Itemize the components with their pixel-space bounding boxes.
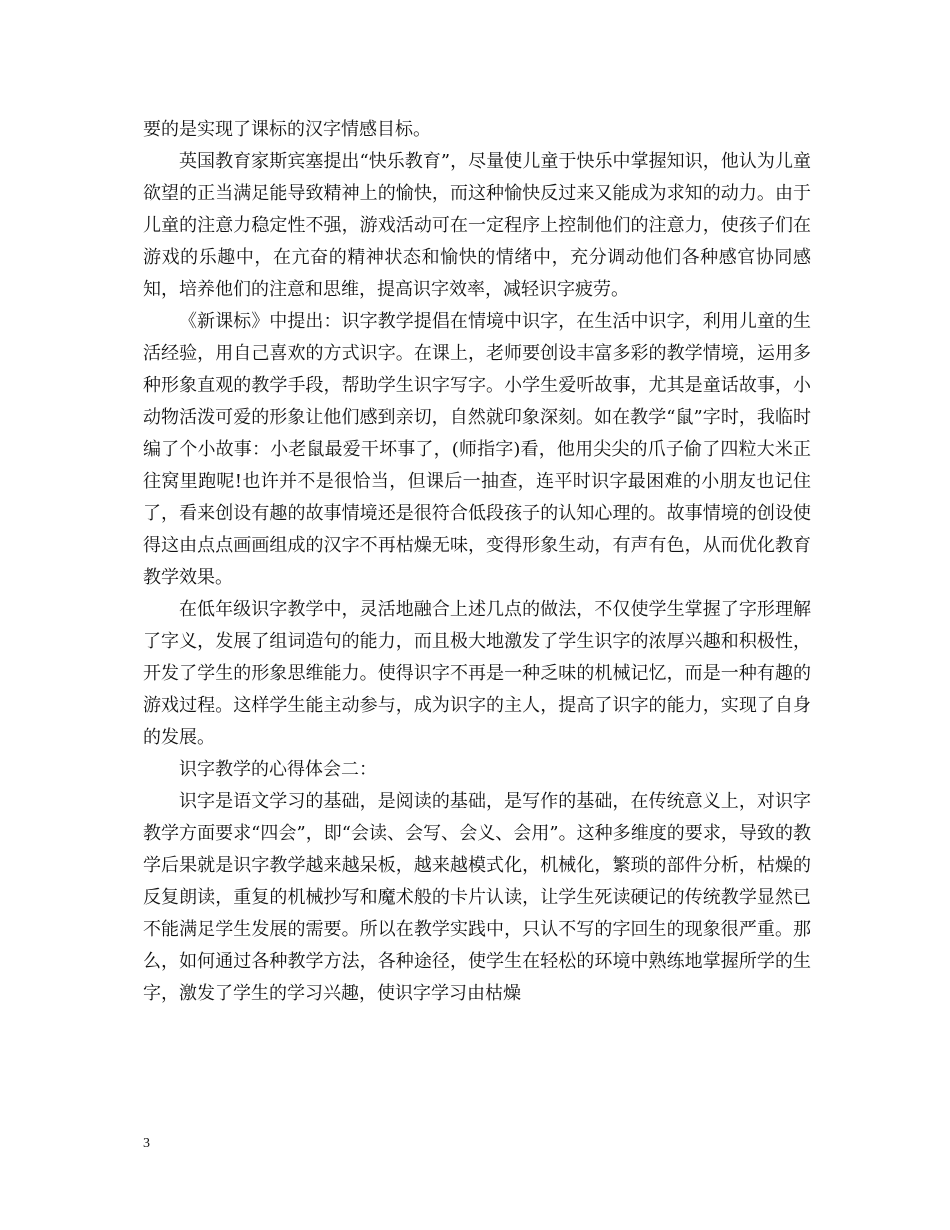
- paragraph-spencer-happy-education: 英国教育家斯宾塞提出“快乐教育”，尽量使儿童于快乐中掌握知识，他认为儿童欲望的正当满足能导致精神上的愉快，而这种愉快反过来又能成为求知的动力。由于儿童的注意力稳定性不强，游戏活动可在一定程序上控制他们的注意力，使孩子们在游戏的乐趣中，在亢奋的精神状态和愉快的情绪中，充分调动他们各种感官协同感知，培养他们的注意和思维，提高识字效率，减轻识字疲劳。: [143, 151, 811, 300]
- paragraph-literacy-foundation: 识字是语文学习的基础，是阅读的基础，是写作的基础，在传统意义上，对识字教学方面要求“四会”，即“会读、会写、会义、会用”。这种多维度的要求，导致的教学后果就是识字教学越来越呆板，越来越模式化，机械化，繁琐的部件分析，枯燥的反复朗读，重复的机械抄写和魔术般的卡片认读，让学生死读硬记的传统教学显然已不能满足学生发展的需要。所以在教学实践中，只认不写的字回生的现象很严重。那么，如何通过各种教学方法，各种途径，使学生在轻松的环境中熟练地掌握所学的生字，激发了学生的学习兴趣，使识字学习由枯燥: [143, 791, 811, 1004]
- page-number: 3: [143, 1136, 150, 1151]
- section-heading-experience-two: 识字教学的心得体会二：: [179, 759, 377, 780]
- document-body: [143, 114, 811, 1010]
- paragraph-continuation: 要的是实现了课标的汉字情感目标。: [143, 119, 431, 140]
- paragraph-lower-grade-summary: 在低年级识字教学中，灵活地融合上述几点的做法，不仅使学生掌握了字形理解了字义，发展了组词造句的能力，而且极大地激发了学生识字的浓厚兴趣和积极性，开发了学生的形象思维能力。使得识字不再是一种乏味的机械记忆，而是一种有趣的游戏过程。这样学生能主动参与，成为识字的主人，提高了识字的能力，实现了自身的发展。: [143, 599, 811, 748]
- paragraph-new-curriculum: 《新课标》中提出：识字教学提倡在情境中识字，在生活中识字，利用儿童的生活经验，用自己喜欢的方式识字。在课上，老师要创设丰富多彩的教学情境，运用多种形象直观的教学手段，帮助学生识字写字。小学生爱听故事，尤其是童话故事，小动物活泼可爱的形象让他们感到亲切，自然就印象深刻。如在教学“鼠”字时，我临时编了个小故事：小老鼠最爱干坏事了，(师指字)看，他用尖尖的爪子偷了四粒大米正往窝里跑呢!也许并不是很恰当，但课后一抽查，连平时识字最困难的小朋友也记住了，看来创设有趣的故事情境还是很符合低段孩子的认知心理的。故事情境的创设使得这由点点画画组成的汉字不再枯燥无味，变得形象生动，有声有色，从而优化教育教学效果。: [143, 311, 811, 588]
